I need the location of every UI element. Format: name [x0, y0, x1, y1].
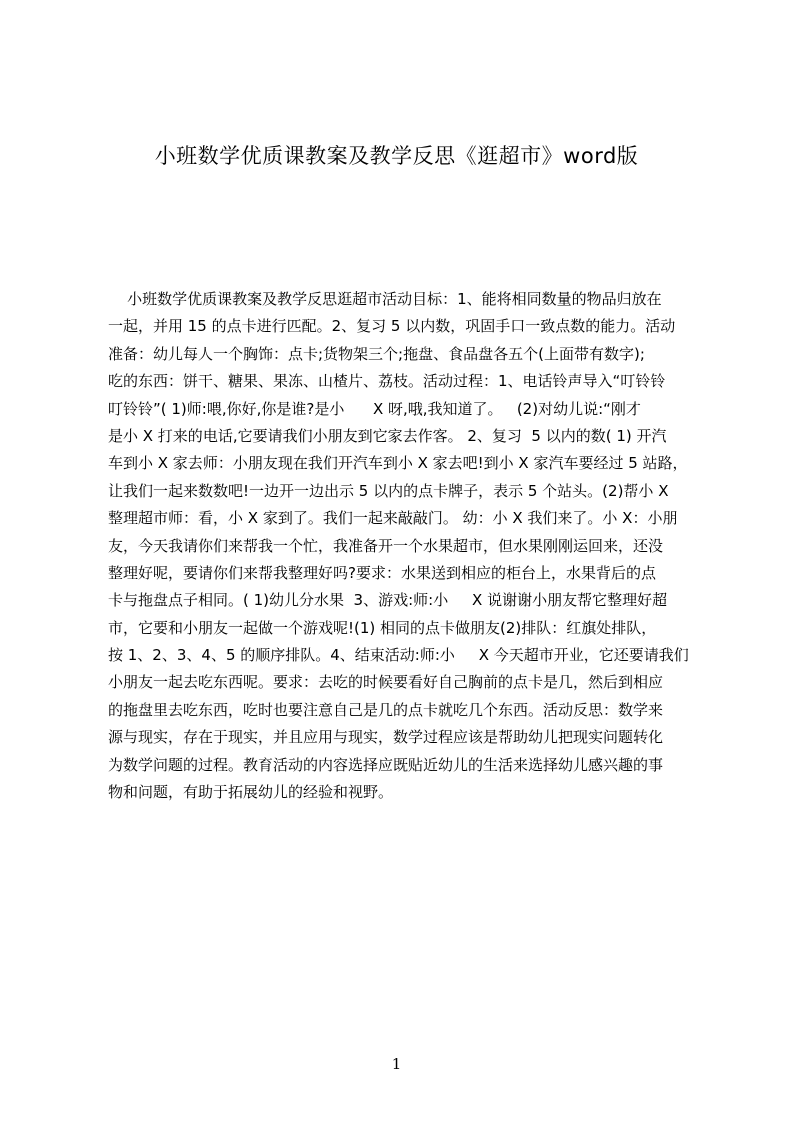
document-body [108, 286, 700, 806]
body-line: 源与现实，存在于现实，并且应用与现实，数学过程应该是帮助幼儿把现实问题转化 [108, 728, 664, 747]
body-line: 车到小 X 家去师：小朋友现在我们开汽车到小 X 家去吧!到小 X 家汽车要经过 5 站路， [108, 454, 688, 473]
body-line: 整理超市师：看，小 X 家到了。我们一起来敲敲门。 幼：小 X 我们来了。小 X：小朋 [108, 509, 678, 528]
body-line: 小班数学优质课教案及教学反思逛超市活动目标：1、能将相同数量的物品归放在 [108, 290, 662, 308]
body-line: 整理好呢，要请你们来帮我整理好吗?要求：水果送到相应的柜台上，水果背后的点 [108, 563, 656, 582]
body-line: 让我们一起来数数吧!一边开一边出示 5 以内的点卡牌子，表示 5 个站头。(2)帮小 X [108, 481, 669, 500]
body-line: 按 1、2、3、4、5 的顺序排队。4、结束活动:师:小 X 今天超市开业，它还要请我们 [108, 646, 689, 665]
body-line: 为数学问题的过程。教育活动的内容选择应既贴近幼儿的生活来选择幼儿感兴趣的事 [108, 755, 664, 774]
body-line: 叮铃铃”( 1)师:喂,你好,你是谁?是小 X 呀,哦,我知道了。 (2)对幼儿说:“刚才 [108, 399, 641, 418]
page-number: 1 [391, 1055, 402, 1073]
body-line: 吃的东西：饼干、糖果、果冻、山楂片、荔枝。活动过程：1、电话铃声导入“叮铃铃 [108, 372, 666, 391]
body-line: 一起，并用 15 的点卡进行匹配。2、复习 5 以内数，巩固手口一致点数的能力。活动 [108, 317, 676, 336]
body-line: 物和问题，有助于拓展幼儿的经验和视野。 [108, 783, 394, 802]
body-line: 卡与拖盘点子相同。( 1)幼儿分水果 3、游戏:师:小 X 说谢谢小朋友帮它整理好超 [108, 591, 668, 610]
body-line: 小朋友一起去吃东西呢。要求：去吃的时候要看好自己胸前的点卡是几，然后到相应 [108, 673, 664, 692]
document-title: 小班数学优质课教案及教学反思《逛超市》word版 [154, 144, 639, 168]
body-line: 准备：幼儿每人一个胸饰：点卡;货物架三个;拖盘、食品盘各五个(上面带有数字); [108, 344, 645, 363]
body-line: 的拖盘里去吃东西，吃时也要注意自己是几的点卡就吃几个东西。活动反思：数学来 [108, 700, 664, 719]
body-line: 是小 X 打来的电话,它要请我们小朋友到它家去作客。 2、复习 5 以内的数( 1) 开汽 [108, 426, 667, 445]
body-line: 友，今天我请你们来帮我一个忙，我准备开一个水果超市，但水果刚刚运回来，还没 [108, 536, 664, 555]
body-line: 市，它要和小朋友一起做一个游戏呢!(1) 相同的点卡做朋友(2)排队：红旗处排队， [108, 618, 657, 637]
